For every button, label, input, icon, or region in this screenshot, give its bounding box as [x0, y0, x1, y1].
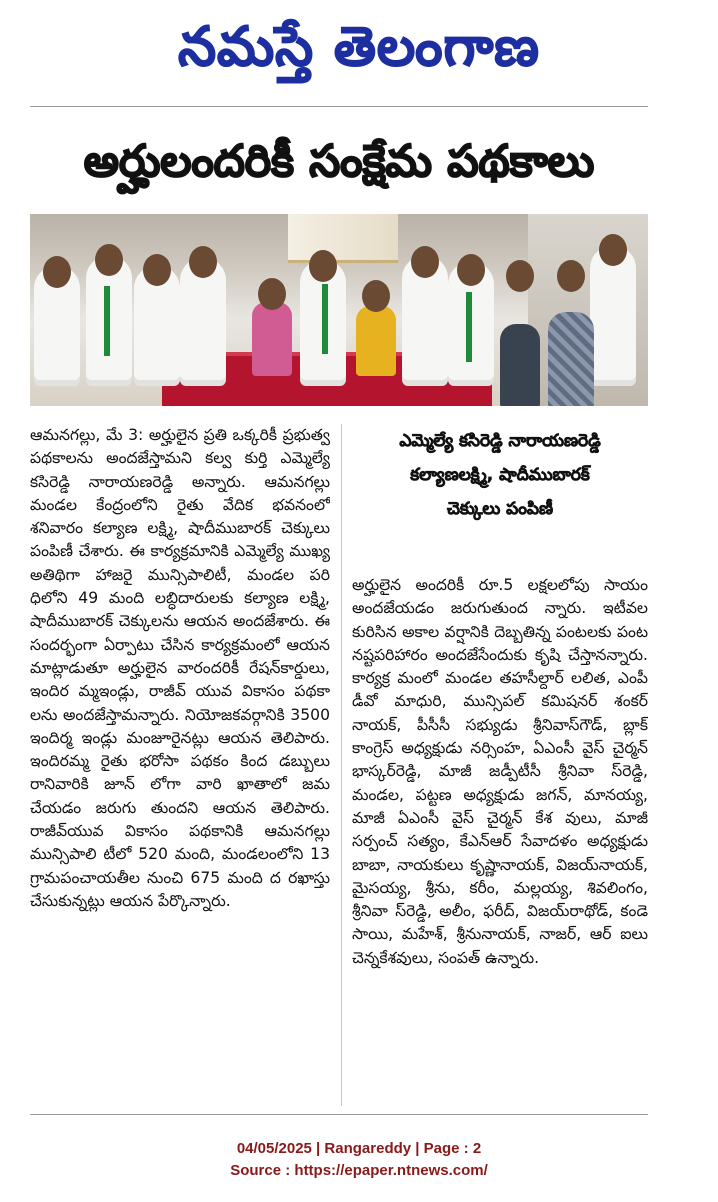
article-subheadline	[352, 424, 648, 566]
subheadline-line: ఎమ్మెల్యే కసిరెడ్డి నారాయణరెడ్డి	[399, 431, 601, 451]
article-headline: అర్హులందరికీ సంక్షేమ పథకాలు	[83, 136, 595, 187]
photo-head	[143, 254, 171, 286]
photo-head	[599, 234, 627, 266]
photo-head	[258, 278, 286, 310]
source-link[interactable]: Source : https://epaper.ntnews.com/	[230, 1162, 488, 1179]
photo-head	[43, 256, 71, 288]
photo-head	[309, 250, 337, 282]
column-divider	[341, 424, 342, 1106]
photo-person-saree	[252, 302, 292, 376]
photo-person	[500, 324, 540, 406]
photo-head	[95, 244, 123, 276]
edition-info: 04/05/2025 | Rangareddy | Page : 2	[236, 1140, 482, 1157]
top-divider	[30, 106, 648, 107]
photo-head	[362, 280, 390, 312]
photo-person	[548, 312, 594, 406]
photo-scarf	[104, 286, 110, 356]
article-body-left-column: ఆమనగల్లు, మే 3: అర్హులైన ప్రతి ఒక్కరికీ ప్రభుత్వ పథకాలను అందజేస్తామని కల్వ కుర్తి ఎమ్మెల్యే కసిరెడ్డి నారాయణరెడ్డి అన్నారు. ఆమనగల్లు మండల కేంద్రంలోని రైతు వేదిక భవనంలో శనివారం కల్యాణ లక్ష్మి, షాదీముబారక్ చెక్కులు పంపిణీ చేశారు. ఈ కార్యక్రమానికి ఎమ్మెల్యే ముఖ్య అతిథిగా హాజరై మున్సిపాలిటీ, మండల పరి ధిలోని 49 మంది లబ్ధిదారులకు కల్యాణ లక్ష్మి, షాదీముబారక్ చెక్కులను ఆయన అందజేశారు. ఈ సందర్భంగా ఏర్పాటు చేసిన కార్యక్రమంలో ఆయన మాట్లాడుతూ అర్హులైన వారందరికీ రేషన్‌కార్డులు, ఇందిర మ్మఇండ్లు, రాజీవ్ యువ వికాసం పథకా లను అందజేస్తామన్నారు. నియోజకవర్గానికి 3500 ఇందిర్మ ఇండ్లు మంజూరైనట్లు ఆయన తెలిపారు. ఇందిరమ్మ రైతు భరోసా పథకం కింద డబ్బులు రానివారికి జూన్ లోగా వారి ఖాతాలో జమ చేయడం జరుగు తుందని ఆయన తెలిపారు. రాజీవ్‌యువ వికాసం పథకానికి ఆమనగల్లు మున్సిపాలి టీలో 520 మంది, మండలంలోని 13 గ్రామపంచాయతీల నుంచి 675 మంది ద రఖాస్తు చేసుకున్నట్లు ఆయన పేర్కొన్నారు.	[30, 426, 330, 910]
photo-head	[557, 260, 585, 292]
photo-head	[189, 246, 217, 278]
newspaper-masthead: నమస్తే తెలంగాణ	[178, 14, 540, 78]
photo-scarf	[322, 284, 328, 354]
photo-head	[457, 254, 485, 286]
article-photo	[30, 214, 648, 406]
photo-head	[411, 246, 439, 278]
bottom-divider	[30, 1114, 648, 1115]
photo-head	[506, 260, 534, 292]
subheadline-line: కల్యాణలక్ష్మి, షాదీముబారక్	[410, 465, 590, 485]
photo-person-saree	[356, 306, 396, 376]
photo-person	[590, 246, 636, 386]
photo-backdrop-banner	[288, 214, 398, 263]
subheadline-line: చెక్కులు పంపిణీ	[446, 499, 554, 519]
photo-scarf	[466, 292, 472, 362]
article-body-right-column: అర్హులైన అందరికీ రూ.5 లక్షలలోపు సాయం అందజేయడం జరుగుతుంద న్నారు. ఇటీవల కురిసిన అకాల వర్షానికి దెబ్బతిన్న పంటలకు పంట నష్టపరిహారం అందజేసేందుకు కృషి చేస్తానన్నారు. కార్యక్ర మంలో మండల తహసీల్దార్ లలిత, ఎంపీ డీవో మాధురి, మున్సిపల్ కమిషనర్ శంకర్ నాయక్, పీసీసీ సభ్యుడు శ్రీనివాస్‌గౌడ్, బ్లాక్ కాంగ్రెస్ అధ్యక్షుడు నర్సింహ, ఏఎంసీ వైస్ చైర్మన్ భాస్కర్‌రెడ్డి, మాజీ జడ్పీటీసీ శ్రీనివా స్‌రెడ్డి, మండల, పట్టణ అధ్యక్షుడు జగన్, మానయ్య, మాజీ ఏఎంసీ వైస్ చైర్మన్ కేశ వులు, మాజీ సర్పంచ్ సత్యం, కేఎన్ఆర్ సేవాదళం అధ్యక్షుడు బాబా, నాయకులు కృష్ణానాయక్, విజయ్‌నాయక్, మైసయ్య, శ్రీను, కరీం, మల్లయ్య, శివలింగం, శ్రీనివా స్‌రెడ్డి, అలీం, ఫరీద్, విజయ్‌రాథోడ్, కండె సాయి, మహేశ్, శ్రీనునాయక్, నాజర్, ఆర్ ఐలు చెన్నకేశవులు, సంపత్ ఉన్నారు.	[352, 576, 648, 967]
